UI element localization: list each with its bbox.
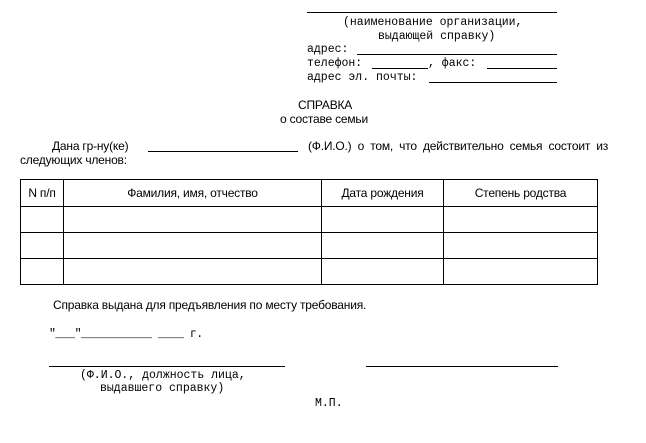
cell-number[interactable] — [21, 207, 64, 233]
fax-field[interactable] — [487, 68, 557, 69]
column-header-birth-date: Дата рождения — [322, 180, 444, 207]
address-field[interactable] — [357, 54, 557, 55]
family-members-table — [20, 179, 598, 285]
column-header-number: N п/п — [21, 180, 64, 207]
cell-number[interactable] — [21, 259, 64, 285]
address-label: адрес: — [307, 43, 349, 56]
table-row — [21, 233, 598, 259]
table-header-row — [21, 180, 598, 207]
document-title: СПРАВКА — [298, 98, 353, 112]
cell-birth-date[interactable] — [322, 207, 444, 233]
cell-full-name[interactable] — [64, 233, 322, 259]
cell-relationship[interactable] — [444, 207, 598, 233]
table-row — [21, 207, 598, 233]
column-header-relationship: Степень родства — [444, 180, 598, 207]
signer-caption-line1: (Ф.И.О., должность лица, — [80, 369, 246, 382]
org-caption-line1: (наименование организации, — [343, 16, 523, 29]
signer-caption-line2: выдавшего справку) — [100, 382, 225, 395]
cell-number[interactable] — [21, 233, 64, 259]
purpose-statement: Справка выдана для предъявления по месту требования. — [53, 298, 367, 312]
cell-birth-date[interactable] — [322, 259, 444, 285]
signature-field[interactable] — [366, 366, 558, 367]
given-to-label: Дана гр-ну(ке) — [52, 139, 129, 153]
org-name-line[interactable] — [307, 12, 557, 13]
fax-label: , факс: — [428, 57, 477, 70]
org-caption-line2: выдающей справку) — [378, 30, 496, 43]
table-row — [21, 259, 598, 285]
signer-name-field[interactable] — [49, 366, 285, 367]
cell-full-name[interactable] — [64, 259, 322, 285]
stamp-placeholder: М.П. — [315, 397, 343, 410]
phone-field[interactable] — [372, 68, 428, 69]
cell-relationship[interactable] — [444, 259, 598, 285]
cell-full-name[interactable] — [64, 207, 322, 233]
document-subtitle: о составе семьи — [280, 112, 368, 126]
recipient-name-field[interactable] — [148, 151, 298, 152]
email-field[interactable] — [429, 82, 557, 83]
phone-label: телефон: — [307, 57, 363, 70]
email-label: адрес эл. почты: — [307, 71, 418, 84]
issue-date-field[interactable]: "___"___________ ____ г. — [49, 328, 203, 341]
cell-birth-date[interactable] — [322, 233, 444, 259]
members-continuation: следующих членов: — [20, 153, 127, 167]
cell-relationship[interactable] — [444, 233, 598, 259]
column-header-full-name: Фамилия, имя, отчество — [64, 180, 322, 207]
fio-clause: (Ф.И.О.) о том, что действительно семья состоит из — [308, 139, 609, 153]
